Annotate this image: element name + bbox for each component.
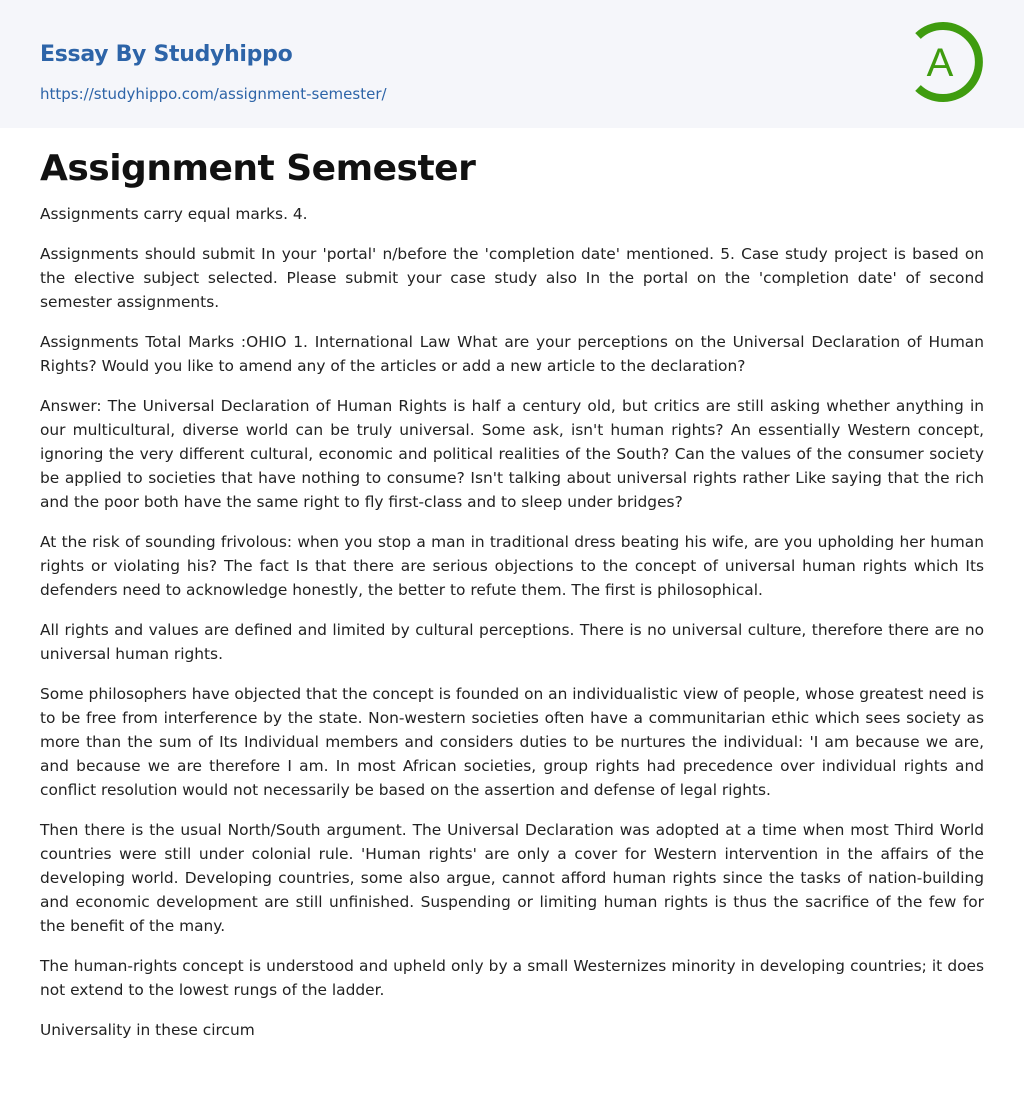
paragraph: Assignments Total Marks :OHIO 1. International Law What are your perceptions on the Universal Declaration of Human Rights? Would you like to amend any of the articles or add a new article to the declaration? — [40, 333, 984, 375]
paragraph: The human-rights concept is understood and upheld only by a small Westernizes minority in developing countries; it does not extend to the lowest rungs of the ladder. — [40, 957, 984, 999]
paragraph: All rights and values are defined and limited by cultural perceptions. There is no universal culture, therefore there are no universal human rights. — [40, 621, 984, 663]
page-title: Assignment Semester — [40, 148, 476, 189]
site-header — [0, 0, 1024, 128]
paragraph: Assignments should submit In your 'portal' n/before the 'completion date' mentioned. 5. Case study project is based on the elective subject selected. Please submit your case study also In the portal on the 'completion date' of second semester assignments. — [40, 245, 984, 311]
paragraph: At the risk of sounding frivolous: when you stop a man in traditional dress beating his wife, are you upholding her human rights or violating his? The fact Is that there are serious objections to the concept of universal human rights which Its defenders need to acknowledge honestly, the better to refute them. The first is philosophical. — [40, 533, 984, 599]
paragraph: Then there is the usual North/South argument. The Universal Declaration was adopted at a time when most Third World countries were still under colonial rule. 'Human rights' are only a cover for Western intervention in the affairs of the developing world. Developing countries, some also argue, cannot afford human rights since the tasks of nation-building and economic development are still unfinished. Suspending or limiting human rights is thus the sacrifice of the few for the benefit of the many. — [40, 821, 984, 935]
paragraph: Assignments carry equal marks. 4. — [40, 205, 308, 223]
logo-letter: A — [926, 41, 954, 85]
brand-title[interactable]: Essay By Studyhippo — [40, 42, 293, 67]
studyhippo-logo-icon[interactable] — [908, 18, 988, 106]
source-url-link[interactable]: https://studyhippo.com/assignment-semester/ — [40, 85, 387, 103]
article — [0, 148, 1024, 1042]
paragraph: Universality in these circum — [40, 1021, 255, 1039]
paragraph: Some philosophers have objected that the concept is founded on an individualistic view of people, whose greatest need is to be free from interference by the state. Non-western societies often have a communitarian ethic which sees society as more than the sum of Its Individual members and considers duties to be nurtures the individual: 'I am because we are, and because we are therefore I am. In most African societies, group rights had precedence over individual rights and conflict resolution would not necessarily be based on the assertion and defense of legal rights. — [40, 685, 984, 799]
paragraph: Answer: The Universal Declaration of Human Rights is half a century old, but critics are still asking whether anything in our multicultural, diverse world can be truly universal. Some ask, isn't human rights? An essentially Western concept, ignoring the very different cultural, economic and political realities of the South? Can the values of the consumer society be applied to societies that have nothing to consume? Isn't talking about universal rights rather Like saying that the rich and the poor both have the same right to fly first-class and to sleep under bridges? — [40, 397, 984, 511]
